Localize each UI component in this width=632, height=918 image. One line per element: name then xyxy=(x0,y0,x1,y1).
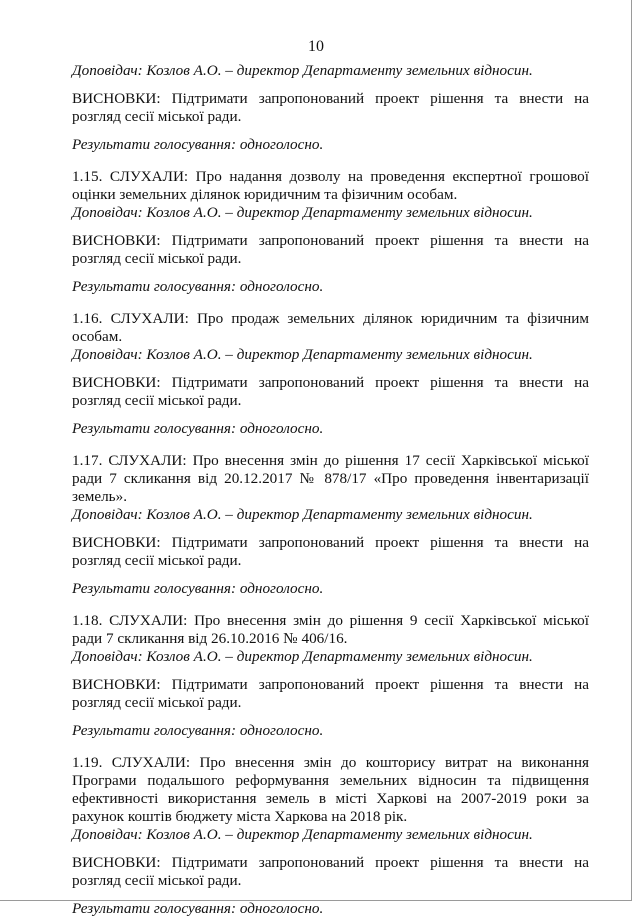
conclusion-paragraph: ВИСНОВКИ: Підтримати запропонований проект рішення та внести на розгляд сесії міської ради. xyxy=(72,854,589,889)
heard-paragraph: 1.19. СЛУХАЛИ: Про внесення змін до кошторису витрат на виконання Програми подальшого реформування земельних відносин та підвищення ефективності використання земель в місті Харкові на 2007-2019 роки за рахунок коштів бюджету міста Харкова на 2018 рік. xyxy=(72,754,589,825)
speaker-line: Доповідач: Козлов А.О. – директор Департаменту земельних відносин. xyxy=(72,826,533,843)
heard-paragraph: 1.17. СЛУХАЛИ: Про внесення змін до рішення 17 сесії Харківської міської ради 7 скликання від 20.12.2017 № 878/17 «Про проведення інвентаризації земель». xyxy=(72,452,589,505)
document-body xyxy=(72,62,589,918)
speaker-line: Доповідач: Козлов А.О. – директор Департаменту земельних відносин. xyxy=(72,346,533,363)
voting-result: Результати голосування: одноголосно. xyxy=(72,900,324,917)
speaker-line: Доповідач: Козлов А.О. – директор Департаменту земельних відносин. xyxy=(72,648,533,665)
agenda-item-1-19 xyxy=(72,754,589,918)
conclusion-paragraph: ВИСНОВКИ: Підтримати запропонований проект рішення та внести на розгляд сесії міської ради. xyxy=(72,534,589,569)
agenda-item-1-17 xyxy=(72,452,589,598)
voting-result: Результати голосування: одноголосно. xyxy=(72,136,324,153)
speaker-line: Доповідач: Козлов А.О. – директор Департаменту земельних відносин. xyxy=(72,506,533,523)
conclusion-paragraph: ВИСНОВКИ: Підтримати запропонований проект рішення та внести на розгляд сесії міської ради. xyxy=(72,232,589,267)
voting-result: Результати голосування: одноголосно. xyxy=(72,722,324,739)
heard-paragraph: 1.16. СЛУХАЛИ: Про продаж земельних ділянок юридичним та фізичним особам. xyxy=(72,310,589,345)
voting-result: Результати голосування: одноголосно. xyxy=(72,278,324,295)
conclusion-paragraph: ВИСНОВКИ: Підтримати запропонований проект рішення та внести на розгляд сесії міської ради. xyxy=(72,90,589,125)
conclusion-paragraph: ВИСНОВКИ: Підтримати запропонований проект рішення та внести на розгляд сесії міської ради. xyxy=(72,676,589,711)
agenda-item-1-15 xyxy=(72,168,589,296)
agenda-item-1-16 xyxy=(72,310,589,438)
conclusion-paragraph: ВИСНОВКИ: Підтримати запропонований проект рішення та внести на розгляд сесії міської ради. xyxy=(72,374,589,409)
voting-result: Результати голосування: одноголосно. xyxy=(72,420,324,437)
page-number: 10 xyxy=(308,38,324,55)
agenda-item-1-18 xyxy=(72,612,589,740)
heard-paragraph: 1.15. СЛУХАЛИ: Про надання дозволу на проведення експертної грошової оцінки земельних ділянок юридичним та фізичним особам. xyxy=(72,168,589,203)
opening-block xyxy=(72,62,589,154)
heard-paragraph: 1.18. СЛУХАЛИ: Про внесення змін до рішення 9 сесії Харківської міської ради 7 скликання від 26.10.2016 № 406/16. xyxy=(72,612,589,647)
speaker-line: Доповідач: Козлов А.О. – директор Департаменту земельних відносин. xyxy=(72,204,533,221)
speaker-line: Доповідач: Козлов А.О. – директор Департаменту земельних відносин. xyxy=(72,62,533,79)
voting-result: Результати голосування: одноголосно. xyxy=(72,580,324,597)
